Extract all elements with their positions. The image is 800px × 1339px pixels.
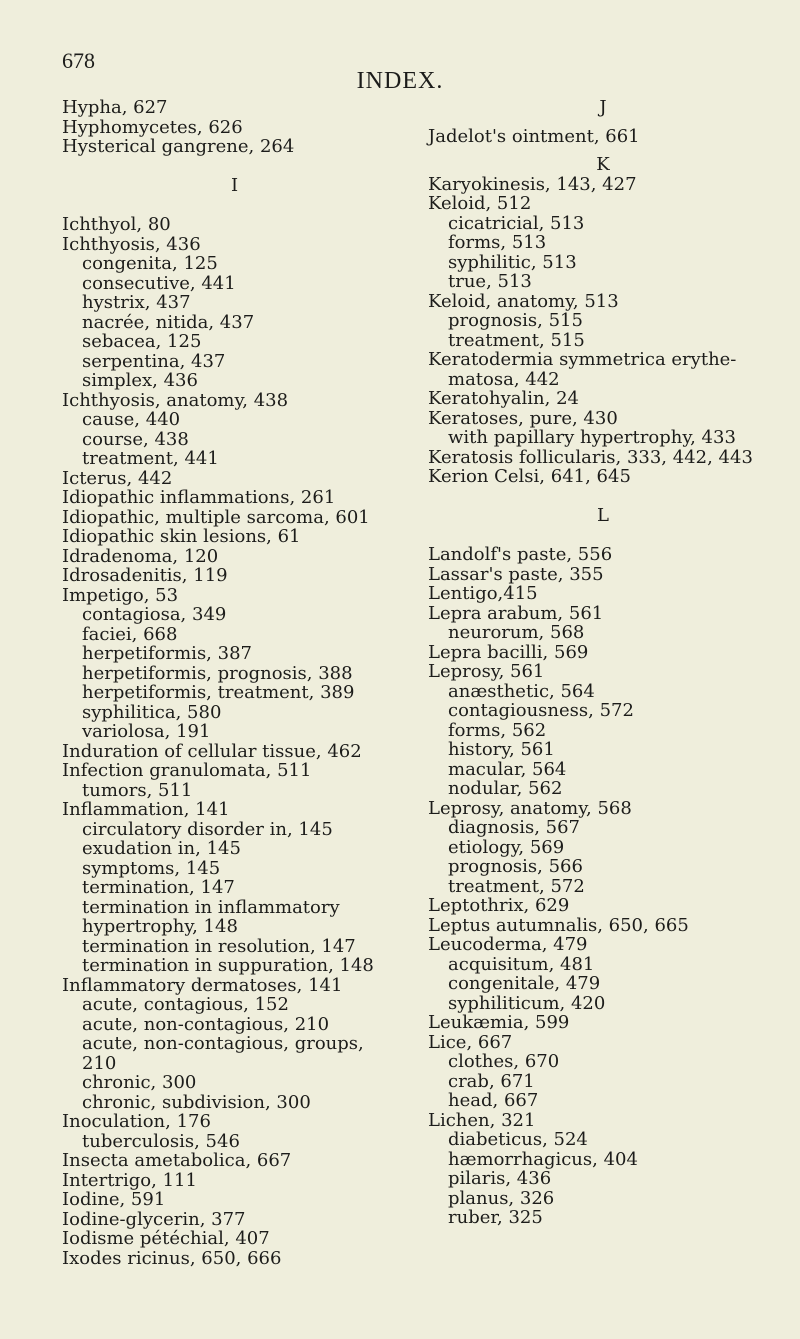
index-subentry: acute, contagious, 152 bbox=[82, 994, 289, 1015]
index-subentry: with papillary hypertrophy, 433 bbox=[448, 427, 736, 448]
index-subentry: congenitale, 479 bbox=[448, 973, 601, 994]
index-entry: Idiopathic inflammations, 261 bbox=[62, 487, 336, 508]
index-entry: Landolf's paste, 556 bbox=[428, 544, 613, 565]
index-entry: Inflammation, 141 bbox=[62, 799, 230, 820]
index-subentry: syphilitica, 580 bbox=[82, 701, 222, 723]
index-entry: Iodisme pétéchial, 407 bbox=[62, 1228, 270, 1249]
index-entry: Keloid, 512 bbox=[428, 193, 532, 214]
index-subentry: planus, 326 bbox=[448, 1187, 555, 1209]
index-subentry: herpetiformis, 387 bbox=[82, 643, 252, 664]
index-subentry: chronic, 300 bbox=[82, 1072, 197, 1093]
index-subentry: clothes, 670 bbox=[448, 1051, 560, 1072]
index-subentry: tuberculosis, 546 bbox=[82, 1130, 240, 1152]
index-entry: Infection granulomata, 511 bbox=[62, 760, 312, 781]
section-letter-heading: L bbox=[597, 505, 609, 526]
index-entry: Lepra arabum, 561 bbox=[428, 602, 604, 624]
index-entry: Ichthyol, 80 bbox=[62, 214, 171, 235]
index-subentry: macular, 564 bbox=[448, 758, 567, 780]
index-entry: Icterus, 442 bbox=[62, 467, 173, 489]
index-subentry: acquisitum, 481 bbox=[448, 953, 595, 975]
index-subentry: chronic, subdivision, 300 bbox=[82, 1091, 311, 1113]
index-subentry: hæmorrhagicus, 404 bbox=[448, 1148, 638, 1170]
index-subentry: diabeticus, 524 bbox=[448, 1129, 588, 1150]
index-subentry: termination, 147 bbox=[82, 877, 235, 898]
spacer bbox=[428, 487, 778, 507]
spacer bbox=[62, 157, 407, 177]
index-subentry: serpentina, 437 bbox=[82, 350, 226, 372]
index-entry: Iodine-glycerin, 377 bbox=[62, 1208, 246, 1230]
index-entry: Ixodes ricinus, 650, 666 bbox=[62, 1247, 282, 1269]
index-entry-continuation: hypertrophy, 148 bbox=[82, 916, 238, 937]
index-column-right bbox=[428, 98, 778, 1228]
index-subentry: acute, non-contagious, 210 bbox=[82, 1013, 330, 1035]
index-subentry: neurorum, 568 bbox=[448, 622, 585, 643]
index-entry: Lichen, 321 bbox=[428, 1109, 536, 1131]
index-subentry: cicatricial, 513 bbox=[448, 212, 585, 234]
index-entry: Leucoderma, 479 bbox=[428, 934, 588, 955]
index-subentry: tumors, 511 bbox=[82, 779, 193, 801]
index-subentry: treatment, 572 bbox=[448, 875, 585, 897]
index-subentry: history, 561 bbox=[448, 739, 555, 760]
index-subentry: syphiliticum, 420 bbox=[448, 992, 606, 1014]
index-entry: Induration of cellular tissue, 462 bbox=[62, 740, 362, 762]
index-subentry: consecutive, 441 bbox=[82, 272, 236, 294]
index-entry: Hypha, 627 bbox=[62, 97, 168, 118]
index-entry: Lice, 667 bbox=[428, 1031, 513, 1053]
index-subentry: hystrix, 437 bbox=[82, 292, 191, 313]
index-subentry: cause, 440 bbox=[82, 409, 181, 430]
index-entry: Leptothrix, 629 bbox=[428, 895, 570, 916]
index-entry: Leukæmia, 599 bbox=[428, 1012, 570, 1033]
index-subentry: forms, 562 bbox=[448, 719, 547, 741]
index-entry: Ichthyosis, 436 bbox=[62, 233, 201, 255]
index-entry: Impetigo, 53 bbox=[62, 584, 179, 606]
index-entry-continuation: matosa, 442 bbox=[448, 368, 560, 390]
index-entry: Jadelot's ointment, 661 bbox=[428, 125, 640, 147]
index-entry: Lentigo,415 bbox=[428, 583, 538, 604]
section-letter-heading: K bbox=[596, 154, 610, 175]
index-subentry: termination in resolution, 147 bbox=[82, 935, 356, 957]
index-entry: Lassar's paste, 355 bbox=[428, 563, 604, 585]
index-entry: Keloid, anatomy, 513 bbox=[428, 290, 619, 312]
index-subentry: syphilitic, 513 bbox=[448, 251, 577, 273]
index-subentry: termination in inflammatory bbox=[82, 896, 340, 918]
index-subentry: ruber, 325 bbox=[448, 1207, 543, 1228]
index-entry: Ichthyosis, anatomy, 438 bbox=[62, 389, 289, 411]
index-entry: Idrosadenitis, 119 bbox=[62, 565, 228, 586]
index-entry: Inoculation, 176 bbox=[62, 1111, 211, 1132]
index-subentry: pilaris, 436 bbox=[448, 1168, 552, 1189]
index-entry: Insecta ametabolica, 667 bbox=[62, 1150, 292, 1171]
spacer bbox=[428, 526, 778, 546]
index-entry: Hysterical gangrene, 264 bbox=[62, 136, 295, 157]
index-subentry: congenita, 125 bbox=[82, 253, 218, 274]
index-subentry: anæsthetic, 564 bbox=[448, 680, 595, 702]
index-entry: Leptus autumnalis, 650, 665 bbox=[428, 914, 689, 936]
index-subentry: diagnosis, 567 bbox=[448, 817, 580, 838]
index-subentry: variolosa, 191 bbox=[82, 721, 211, 742]
index-subentry: sebacea, 125 bbox=[82, 331, 202, 352]
index-subentry: course, 438 bbox=[82, 428, 189, 450]
index-subentry: contagiosa, 349 bbox=[82, 604, 227, 625]
index-subentry: simplex, 436 bbox=[82, 370, 198, 391]
page-number: 678 bbox=[62, 48, 95, 73]
index-subentry: circulatory disorder in, 145 bbox=[82, 818, 333, 840]
index-entry: Keratohyalin, 24 bbox=[428, 388, 579, 409]
index-entry: Karyokinesis, 143, 427 bbox=[428, 173, 637, 195]
index-entry: Inflammatory dermatoses, 141 bbox=[62, 974, 343, 996]
index-subentry: faciei, 668 bbox=[82, 623, 178, 645]
index-subentry: true, 513 bbox=[448, 271, 532, 292]
index-entry: Idradenoma, 120 bbox=[62, 545, 219, 567]
index-subentry: head, 667 bbox=[448, 1090, 539, 1111]
index-entry: Hyphomycetes, 626 bbox=[62, 116, 243, 138]
index-entry: Kerion Celsi, 641, 645 bbox=[428, 466, 631, 487]
index-subentry: crab, 671 bbox=[448, 1070, 535, 1092]
index-entry: Iodine, 591 bbox=[62, 1189, 166, 1210]
index-entry: Intertrigo, 111 bbox=[62, 1169, 197, 1191]
index-subentry: treatment, 441 bbox=[82, 448, 219, 469]
index-entry: Idiopathic, multiple sarcoma, 601 bbox=[62, 506, 370, 528]
index-subentry: herpetiformis, prognosis, 388 bbox=[82, 662, 353, 684]
index-entry: Keratoses, pure, 430 bbox=[428, 407, 618, 429]
index-subentry: termination in suppuration, 148 bbox=[82, 955, 374, 976]
index-entry: Keratosis follicularis, 333, 442, 443 bbox=[428, 446, 753, 468]
index-subentry: nacrée, nitida, 437 bbox=[82, 311, 255, 333]
index-subentry: forms, 513 bbox=[448, 232, 547, 253]
index-entry: Keratodermia symmetrica erythe- bbox=[428, 349, 737, 370]
section-letter-heading: I bbox=[230, 175, 239, 196]
index-entry-continuation: 210 bbox=[82, 1052, 117, 1074]
index-subentry: exudation in, 145 bbox=[82, 838, 241, 859]
section-letter-heading: J bbox=[599, 97, 607, 118]
index-entry: Leprosy, 561 bbox=[428, 661, 545, 682]
index-subentry: herpetiformis, treatment, 389 bbox=[82, 682, 355, 703]
index-subentry: nodular, 562 bbox=[448, 778, 563, 799]
index-column-left bbox=[62, 98, 407, 1268]
index-subentry: prognosis, 566 bbox=[448, 856, 583, 877]
index-subentry: symptoms, 145 bbox=[82, 857, 221, 879]
index-entry: Leprosy, anatomy, 568 bbox=[428, 797, 632, 819]
index-subentry: treatment, 515 bbox=[448, 329, 585, 351]
index-subentry: prognosis, 515 bbox=[448, 310, 583, 331]
index-subentry: contagiousness, 572 bbox=[448, 700, 634, 721]
page-title: INDEX. bbox=[356, 68, 444, 94]
spacer bbox=[62, 196, 407, 216]
index-entry: Idiopathic skin lesions, 61 bbox=[62, 526, 301, 547]
index-subentry: acute, non-contagious, groups, bbox=[82, 1033, 364, 1054]
index-entry: Lepra bacilli, 569 bbox=[428, 641, 589, 663]
index-subentry: etiology, 569 bbox=[448, 836, 565, 858]
